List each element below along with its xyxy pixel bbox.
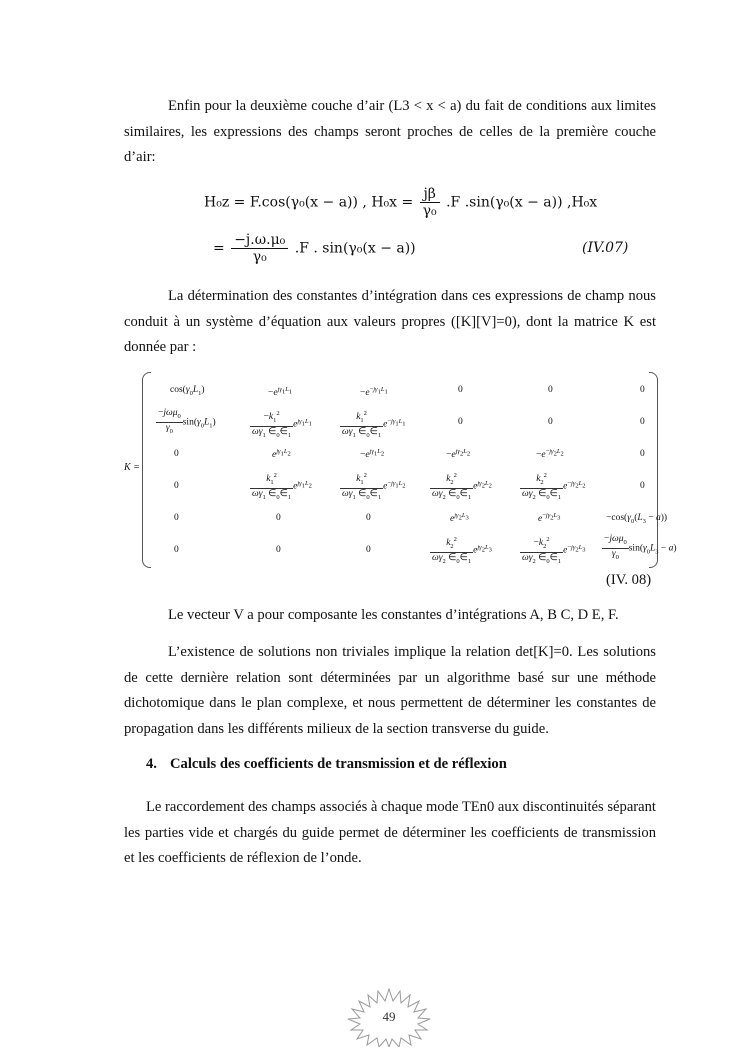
matrix-cell: $\frac{k_2^2}{\omega\gamma_2 \in_0\in_1}$ $e^{j\gamma_2L_2}$ bbox=[432, 472, 492, 501]
matrix-cell: 0 bbox=[174, 513, 179, 523]
paragraph-integration-constants: La détermination des constantes d’intégration dans ces expressions de champ nous conduit à un système d’équation aux valeurs propres ([K][V]=0), dont la matrice K est donnée par : bbox=[124, 288, 656, 355]
matrix-cell: $\frac{-k_1^2}{\omega\gamma_1 \in_0\in_1}$ $e^{j\gamma_1L_1}$ bbox=[252, 410, 312, 439]
matrix-cell: 0 bbox=[174, 481, 179, 491]
page-number: 49 bbox=[382, 1009, 396, 1024]
equation-iv07-line2: = $\frac{\text{−j.ω.μ₀}}{\text{γ₀}}$ .F . sin(γ₀(x − a)) bbox=[213, 232, 416, 265]
matrix-cell: −jωμ$_0$ $\gamma_0$ $\sin(\gamma_0L_3 - a)$ bbox=[604, 534, 677, 561]
matrix-label: K = bbox=[124, 462, 140, 473]
matrix-cell: $-e^{j\gamma_2L_2}$ bbox=[446, 448, 471, 461]
matrix-cell: $\frac{-k_2^2}{\omega\gamma_2 \in_0\in_1}$ $e^{-j\gamma_2L_3}$ bbox=[522, 536, 586, 565]
matrix-cell: 0 bbox=[276, 545, 281, 555]
equation-number-iv07: (IV.07) bbox=[582, 240, 629, 256]
equation-iv07-line1: H₀z = F.cos(γ₀(x − a)) , H₀x = $\frac{j\beta}{\text{γ₀}}$ .F .sin(γ₀(x − a)) ,H₀x bbox=[204, 186, 598, 219]
matrix-cell: 0 bbox=[366, 545, 371, 555]
matrix-cell: $\frac{k_1^2}{\omega\gamma_1 \in_0\in_1}$ $e^{-j\gamma_1L_1}$ bbox=[342, 410, 406, 439]
section-heading: 4. Calculs des coefficients de transmission et de réflexion bbox=[146, 756, 507, 772]
paragraph-vector-v: Le vecteur V a pour composante les constantes d’intégrations A, B C, D E, F. bbox=[168, 607, 619, 623]
matrix-cell: $-e^{-j\gamma_2L_2}$ bbox=[536, 448, 564, 461]
matrix-cell: 0 bbox=[458, 385, 463, 395]
matrix-cell: 0 bbox=[174, 449, 179, 459]
matrix-cell: 0 bbox=[640, 449, 645, 459]
page-number-badge bbox=[344, 987, 434, 1047]
matrix-cell: $\frac{k_1^2}{\omega\gamma_1 \in_0\in_1}$ $e^{j\gamma_1L_2}$ bbox=[252, 472, 312, 501]
matrix-cell: 0 bbox=[640, 385, 645, 395]
matrix-k-figure bbox=[140, 372, 677, 566]
matrix-cell: $-e^{j\gamma_1L_1}$ bbox=[268, 386, 293, 399]
matrix-cell: 0 bbox=[276, 513, 281, 523]
matrix-left-bracket bbox=[142, 372, 151, 568]
paragraph-nontrivial-solutions: L’existence de solutions non triviales implique la relation det[K]=0. Les solutions de cette dernière relation sont déterminées par un algorithme basé sur une méthode dichotomique dans le plan complexe, et nous permettent de déterminer les constantes de propagation dans les différents milieux de la section transverse du guide. bbox=[124, 644, 656, 737]
matrix-cell: $e^{j\gamma_1L_2}$ bbox=[272, 448, 291, 461]
matrix-cell: −jωμ$_0$ $\gamma_0$ $\sin(\gamma_0L_1)$ bbox=[158, 408, 216, 435]
matrix-cell: $e^{j\gamma_2L_3}$ bbox=[450, 512, 469, 525]
matrix-cell: $-e^{-j\gamma_1L_1}$ bbox=[360, 386, 388, 399]
matrix-cell: $e^{-j\gamma_2L_3}$ bbox=[538, 512, 561, 525]
matrix-cell: $-\cos(\gamma_0(L_3 - a))$ bbox=[606, 513, 668, 525]
matrix-cell: 0 bbox=[174, 545, 179, 555]
matrix-cell: 0 bbox=[548, 385, 553, 395]
paragraph-air-layer: Enfin pour la deuxième couche d’air (L3 < x < a) du fait de conditions aux limites similaires, les expressions des champs seront proches de celles de la première couche d’air: bbox=[124, 98, 656, 165]
matrix-cell: 0 bbox=[640, 481, 645, 491]
matrix-cell: $\frac{k_1^2}{\omega\gamma_1 \in_0\in_1}$ $e^{-j\gamma_1L_2}$ bbox=[342, 472, 406, 501]
equation-number-iv08: (IV. 08) bbox=[606, 572, 652, 588]
fraction-jwmu-gamma0: $\frac{\text{−j.ω.μ₀}}{\text{γ₀}}$ bbox=[231, 232, 288, 265]
matrix-cell: $\frac{k_2^2}{\omega\gamma_2 \in_0\in_1}$ $e^{j\gamma_2L_3}$ bbox=[432, 536, 492, 565]
matrix-cell: $-e^{j\gamma_1L_2}$ bbox=[360, 448, 385, 461]
matrix-cell: 0 bbox=[458, 417, 463, 427]
fraction-jbeta-gamma0: $\frac{j\beta}{\text{γ₀}}$ bbox=[420, 186, 440, 219]
matrix-cell: 0 bbox=[366, 513, 371, 523]
matrix-cell: $\cos(\gamma_0L_1)$ bbox=[170, 385, 205, 397]
matrix-cell: 0 bbox=[548, 417, 553, 427]
matrix-cell: $\frac{k_2^2}{\omega\gamma_2 \in_0\in_1}$ $e^{-j\gamma_2L_2}$ bbox=[522, 472, 586, 501]
paragraph-field-matching: Le raccordement des champs associés à chaque mode TEn0 aux discontinuités séparant les parties vide et chargés du guide permet de déterminer les coefficients de transmission et les coefficients de réflexion de l’onde. bbox=[124, 799, 656, 866]
matrix-cell: 0 bbox=[640, 417, 645, 427]
